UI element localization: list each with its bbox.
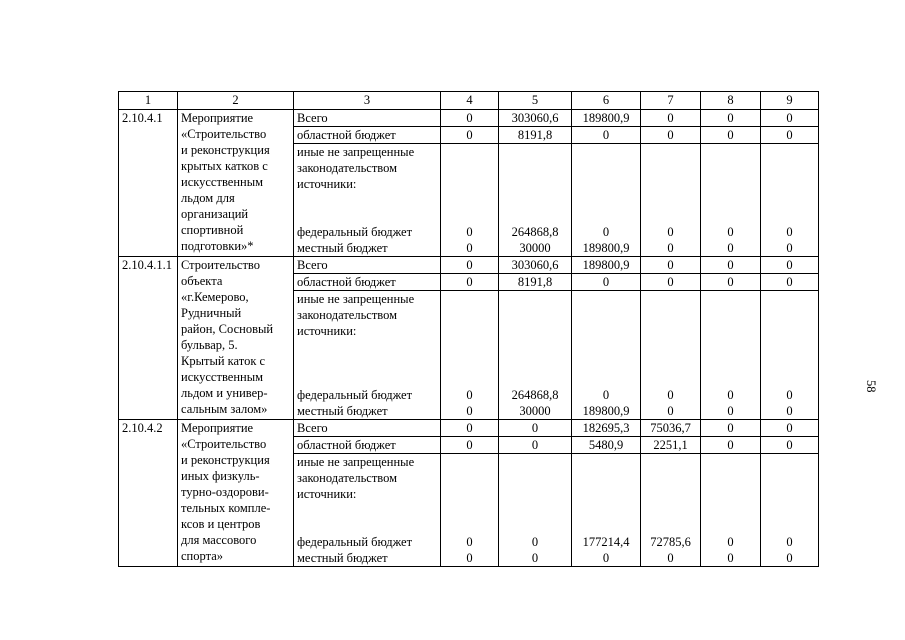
value-cell: 0 (466, 388, 473, 402)
value-cell: 0 (441, 274, 499, 291)
value-cell-group (761, 144, 819, 257)
value-cell-group (499, 291, 572, 420)
value-cell: 0 (761, 110, 819, 127)
header-cell: 9 (761, 92, 819, 110)
value-cell: 0 (761, 274, 819, 291)
value-cell-group (641, 454, 701, 567)
value-cell: 5480,9 (572, 437, 641, 454)
value-cell: 177214,4 (582, 535, 630, 549)
funding-source-group (294, 291, 441, 420)
measure-name-line: и реконструкция (181, 453, 270, 467)
value-cell: 182695,3 (572, 420, 641, 437)
value-cell: 303060,6 (499, 110, 572, 127)
value-cell: 0 (727, 388, 734, 402)
value-cell: 0 (701, 437, 761, 454)
budget-table (118, 91, 819, 567)
measure-name (178, 420, 294, 567)
value-cell: 303060,6 (499, 257, 572, 274)
other-sources-label: законодательством (297, 471, 398, 485)
measure-name-line: подготовки»* (181, 239, 254, 253)
value-cell-group (441, 291, 499, 420)
value-cell: 8191,8 (499, 127, 572, 144)
value-cell: 0 (667, 388, 674, 402)
funding-source: областной бюджет (294, 127, 441, 144)
measure-name-line: и реконструкция (181, 143, 270, 157)
measure-name-line: льдом и универ- (181, 386, 268, 400)
value-cell: 72785,6 (650, 535, 691, 549)
measure-name-line: район, Сосновый (181, 322, 274, 336)
measure-name-line: Мероприятие (181, 111, 254, 125)
funding-source: областной бюджет (294, 437, 441, 454)
measure-name-line: турно-оздорови- (181, 485, 269, 499)
value-cell: 8191,8 (499, 274, 572, 291)
value-cell: 0 (701, 274, 761, 291)
measure-name-line: «г.Кемерово, (181, 290, 249, 304)
value-cell: 0 (786, 225, 793, 239)
value-cell: 0 (761, 127, 819, 144)
other-sources-label: иные не запрещенные (297, 292, 415, 306)
value-cell: 30000 (519, 241, 551, 255)
sub-source-label: местный бюджет (297, 404, 388, 418)
table-header-row (119, 92, 819, 110)
value-cell: 0 (641, 110, 701, 127)
measure-name-line: Рудничный (181, 306, 242, 320)
value-cell: 0 (727, 551, 734, 565)
value-cell: 0 (786, 551, 793, 565)
value-cell-group (761, 291, 819, 420)
value-cell: 264868,8 (511, 388, 559, 402)
value-cell-group (441, 454, 499, 567)
measure-name-line: крытых катков с (181, 159, 268, 173)
value-cell: 0 (531, 535, 539, 549)
value-cell-group (761, 454, 819, 567)
value-cell-group (701, 454, 761, 567)
value-cell: 0 (602, 225, 610, 239)
value-cell: 0 (667, 551, 674, 565)
value-cell: 0 (727, 225, 734, 239)
value-cell: 0 (466, 535, 473, 549)
value-cell: 0 (701, 110, 761, 127)
sub-source-label: федеральный бюджет (297, 535, 413, 549)
value-cell: 0 (727, 535, 734, 549)
value-cell: 0 (701, 257, 761, 274)
value-cell: 0 (761, 437, 819, 454)
measure-name-line: ксов и центров (181, 517, 261, 531)
funding-source-group (294, 454, 441, 567)
value-cell-group (701, 144, 761, 257)
header-cell: 3 (294, 92, 441, 110)
value-cell: 0 (466, 225, 473, 239)
value-cell: 0 (466, 404, 473, 418)
header-cell: 4 (441, 92, 499, 110)
value-cell: 0 (701, 127, 761, 144)
row-number: 2.10.4.1 (119, 110, 178, 257)
value-cell: 0 (761, 420, 819, 437)
sub-source-label: федеральный бюджет (297, 388, 413, 402)
value-cell: 0 (641, 257, 701, 274)
value-cell: 0 (602, 388, 610, 402)
value-cell: 0 (499, 437, 572, 454)
measure-name-line: «Строительство (181, 127, 267, 141)
other-sources-label: источники: (297, 177, 357, 191)
value-cell: 2251,1 (641, 437, 701, 454)
sub-source-label: местный бюджет (297, 241, 388, 255)
value-cell: 0 (499, 420, 572, 437)
value-cell-group (499, 144, 572, 257)
value-cell: 189800,9 (572, 257, 641, 274)
measure-name-line: искусственным (181, 370, 264, 384)
value-cell-group (572, 144, 641, 257)
value-cell: 0 (786, 535, 793, 549)
other-sources-label: иные не запрещенные (297, 455, 415, 469)
value-cell-group (641, 144, 701, 257)
funding-source: Всего (294, 257, 441, 274)
value-cell: 0 (466, 241, 473, 255)
sub-source-label: местный бюджет (297, 551, 388, 565)
page-number: 58 (864, 380, 878, 393)
value-cell: 0 (602, 551, 610, 565)
value-cell: 189800,9 (572, 110, 641, 127)
value-cell: 0 (667, 404, 674, 418)
funding-source-group (294, 144, 441, 257)
value-cell-group (641, 291, 701, 420)
measure-name (178, 257, 294, 420)
measure-name-line: Крытый каток с (181, 354, 266, 368)
header-cell: 5 (499, 92, 572, 110)
measure-name-line: сальным залом» (181, 402, 268, 416)
measure-name-line: льдом для (181, 191, 235, 205)
header-cell: 2 (178, 92, 294, 110)
value-cell: 0 (466, 551, 473, 565)
measure-name-line: организаций (181, 207, 249, 221)
value-cell: 0 (761, 257, 819, 274)
sub-source-label: федеральный бюджет (297, 225, 413, 239)
value-cell-group (572, 291, 641, 420)
other-sources-label: законодательством (297, 161, 398, 175)
value-cell-group (572, 454, 641, 567)
value-cell: 0 (441, 437, 499, 454)
measure-name-line: Мероприятие (181, 421, 254, 435)
value-cell-group (441, 144, 499, 257)
value-cell: 189800,9 (582, 241, 630, 255)
other-sources-label: источники: (297, 487, 357, 501)
value-cell-group (499, 454, 572, 567)
value-cell: 0 (667, 225, 674, 239)
row-number: 2.10.4.2 (119, 420, 178, 567)
measure-name-line: Строительство (181, 258, 261, 272)
value-cell: 0 (786, 388, 793, 402)
value-cell-group (701, 291, 761, 420)
value-cell: 0 (441, 420, 499, 437)
value-cell: 0 (727, 241, 734, 255)
value-cell: 0 (641, 127, 701, 144)
other-sources-label: иные не запрещенные (297, 145, 415, 159)
measure-name-line: для массового (181, 533, 257, 547)
row-number: 2.10.4.1.1 (119, 257, 178, 420)
value-cell: 0 (441, 127, 499, 144)
header-cell: 1 (119, 92, 178, 110)
header-cell: 7 (641, 92, 701, 110)
measure-name-line: искусственным (181, 175, 264, 189)
value-cell: 0 (786, 241, 793, 255)
measure-name-line: «Строительство (181, 437, 267, 451)
funding-source: Всего (294, 420, 441, 437)
value-cell: 0 (786, 404, 793, 418)
value-cell: 0 (667, 241, 674, 255)
funding-source: Всего (294, 110, 441, 127)
header-cell: 6 (572, 92, 641, 110)
other-sources-label: источники: (297, 324, 357, 338)
value-cell: 30000 (519, 404, 551, 418)
measure-name-line: бульвар, 5. (181, 338, 238, 352)
measure-name-line: спорта» (181, 549, 223, 563)
value-cell: 0 (572, 127, 641, 144)
value-cell: 189800,9 (582, 404, 630, 418)
value-cell: 0 (441, 110, 499, 127)
other-sources-label: законодательством (297, 308, 398, 322)
value-cell: 0 (531, 551, 539, 565)
table-row (119, 420, 819, 437)
measure-name (178, 110, 294, 257)
measure-name-line: тельных компле- (181, 501, 271, 515)
value-cell: 264868,8 (511, 225, 559, 239)
measure-name-line: спортивной (181, 223, 244, 237)
value-cell: 75036,7 (641, 420, 701, 437)
table-row (119, 110, 819, 127)
value-cell: 0 (701, 420, 761, 437)
measure-name-line: объекта (181, 274, 223, 288)
measure-name-line: иных физкуль- (181, 469, 260, 483)
value-cell: 0 (441, 257, 499, 274)
value-cell: 0 (572, 274, 641, 291)
funding-source: областной бюджет (294, 274, 441, 291)
table-row (119, 257, 819, 274)
header-cell: 8 (701, 92, 761, 110)
value-cell: 0 (641, 274, 701, 291)
value-cell: 0 (727, 404, 734, 418)
